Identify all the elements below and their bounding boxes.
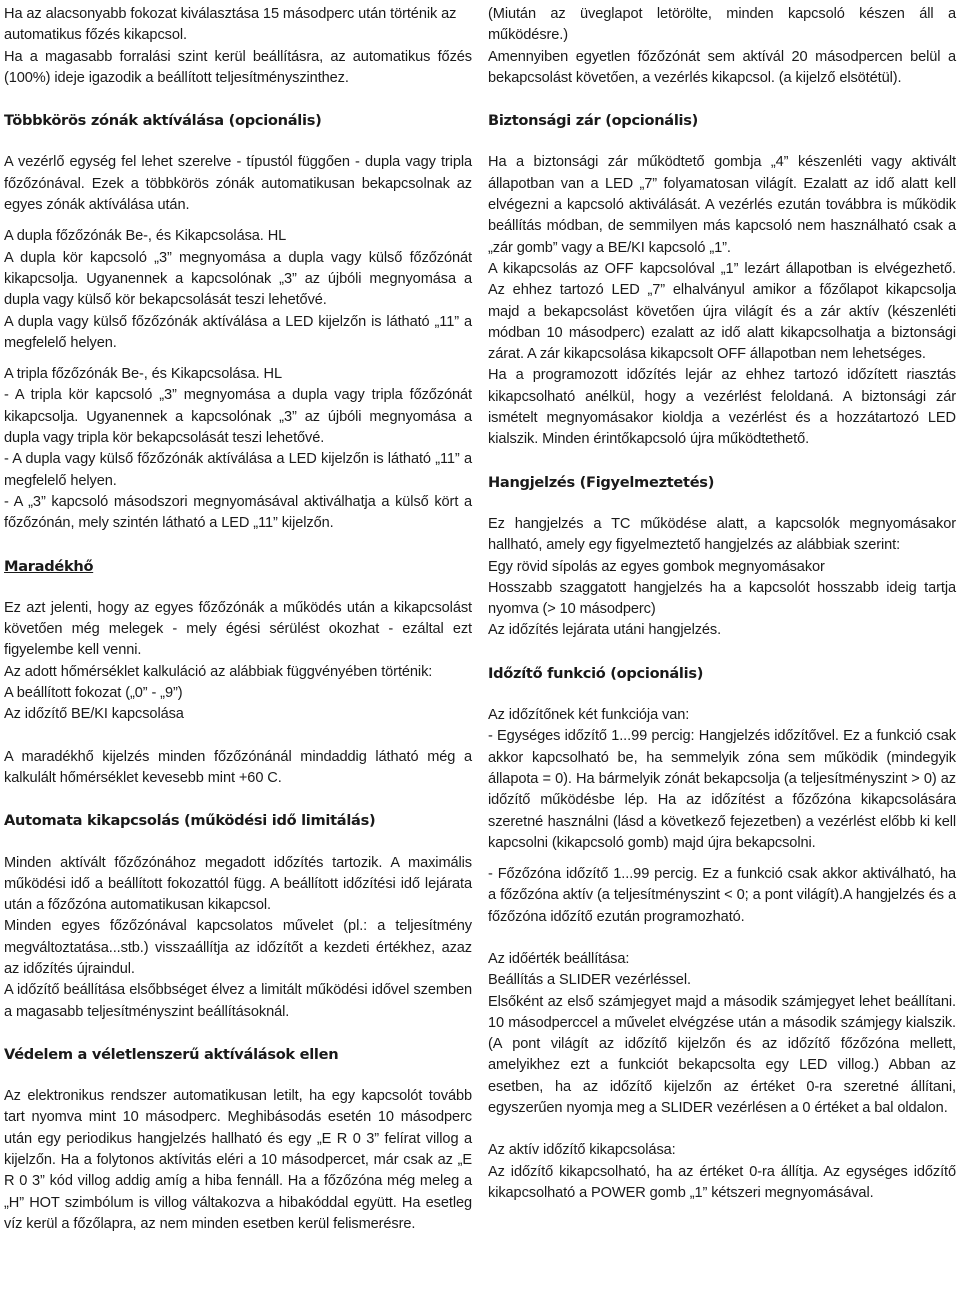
paragraph: Az időzítőnek két funkciója van: xyxy=(488,707,690,724)
left-column xyxy=(4,4,472,1235)
section-heading-multizone: Többkörös zónák aktíválása (opcionális) xyxy=(4,112,322,130)
section-heading-protection: Védelem a véletlenszerű aktíválások ellen xyxy=(4,1045,339,1063)
paragraph: A dupla kör kapcsoló „3” megnyomása a dupla vagy külső főzőzónát kikapcsolja. Ugyanennek a kapcsolónak „3” az újbóli megnyomása a dupla vagy külső kör bekapcsolását teszi lehetővé. xyxy=(4,249,472,309)
paragraph: - Főzőzóna időzítő 1...99 percig. Ez a funkció csak akkor aktiválható, ha a főzőzóna aktív (a teljesítményszint < 0; a pont világít).A hangjelzés és a főzőzóna időzítő ezután programozható. xyxy=(488,866,956,925)
section-heading-timer: Időzítő funkció (opcionális) xyxy=(488,664,704,682)
paragraph: Ez azt jelenti, hogy az egyes főzőzónák a működés után a kikapcsolást követően még melegek - mely égési sérülést okozhat - ezáltal ezt figyelembe kell venni. xyxy=(4,599,472,659)
paragraph: A időzítő beállítása elsőbbséget élvez a limitált működési idővel szemben a magasabb teljesítményszint beállításoknál. xyxy=(4,982,472,1020)
paragraph: - A „3” kapcsoló másodszori megnyomásával aktiválhatja a külső kört a főzőzónán, mely szintén látható a LED „11” kijelzőn. xyxy=(4,493,472,532)
paragraph: A beállított fokozat („0” - „9”) xyxy=(4,685,183,702)
paragraph: Az elektronikus rendszer automatikusan letilt, ha egy kapcsolót tovább tart nyomva mint 10 másodperc. Meghibásodás esetén 10 másodperc után egy periodikus hangjelzés hallható és egy „E R 0 3” felírat villog a kijelzőn. Ha a folytonos aktívitás eléri a 10 másodpercet, már csak az „E R 0 3” kód villog addig amíg a hiba fennáll. Ha a főzőzóna még meleg a „H” HOT szimbólum is villog váltakozva a hibakóddal együtt. Ha esetleg víz kerül a főzőlapra, az nem minden esetben kerül felismerésre. xyxy=(4,1088,472,1232)
paragraph-title: A tripla főzőzónák Be-, és Kikapcsolása. HL xyxy=(4,366,282,383)
section-heading-residual-heat: Maradékhő xyxy=(4,557,94,575)
section-heading-sound-signal: Hangjelzés (Figyelmeztetés) xyxy=(488,473,715,491)
paragraph: Minden egyes főzőzónával kapcsolatos művelet (pl.: a teljesítmény megváltoztatása...stb.) visszaállítja az időzítőt a kezdeti értékhez, azaz az időzítés újraindul. xyxy=(4,918,472,977)
paragraph-title: Az időérték beállítása: xyxy=(488,950,630,967)
paragraph: (Miután az üveglapot letörölte, minden kapcsoló készen áll a működésre.) xyxy=(488,6,956,44)
paragraph-title: A dupla főzőzónák Be-, és Kikapcsolása. HL xyxy=(4,228,287,245)
paragraph-title: Az aktív időzítő kikapcsolása: xyxy=(488,1142,676,1159)
paragraph: A dupla vagy külső főzőzónák aktíválása a LED kijelzőn is látható „11” a megfelelő helyen. xyxy=(4,313,472,351)
right-column xyxy=(488,4,956,1204)
paragraph: A maradékhő kijelzés minden főzőzónánál mindaddig látható még a kalkulált hőmérséklet kevesebb mint +60 C. xyxy=(4,748,472,786)
paragraph: A kikapcsolás az OFF kapcsolóval „1” lezárt állapotban is elvégezhető. Az ehhez tartozó LED „7” elhalványul amikor a főzőlapot kikapcsolja majd a bekapcsolást követően újra világít és a zár aktív (készenléti módban 10 másodperc) ezalatt az idő alatt kikapcsolhatja a biztonsági zárat. A zár kikapcsolása kikapcsolt OFF állapotban nem lehetséges. xyxy=(488,260,956,363)
paragraph: Amennyiben egyetlen főzőzónát sem aktívál 20 másodpercen belül a bekapcsolást követően, a vezérlés kikapcsol. (a kijelző elsötétül). xyxy=(488,48,956,86)
paragraph: Ez hangjelzés a TC működése alatt, a kapcsolók megnyomásakor hallható, amely egy figyelmeztető hangjelzés az alábbiak szerint: xyxy=(488,515,956,554)
paragraph: Ha a biztonsági zár működtető gombja „4” készenléti vagy aktivált állapotban van a LED „7” folyamatosan világít. Ezalatt az idő alatt kell elvégezni a kapcsoló aktiválását. A vezérlés ezután továbbra is működik beállítás módban, de semmilyen más kapcsoló nem használható csak a „zár gomb” vagy a BE/KI kapcsoló „1”. xyxy=(488,154,956,256)
paragraph: Ha a magasabb forralási szint kerül beállításra, az automatikus főzés (100%) ideje igazodik a beállított teljesítményszinthez. xyxy=(4,48,472,86)
paragraph: Az időzítő kikapcsolható, ha az értéket 0-ra állítja. Az egységes időzítő kikapcsolható a POWER gomb „1” kétszeri megnyomásával. xyxy=(488,1163,956,1201)
paragraph: Az időzítő BE/KI kapcsolása xyxy=(4,706,184,723)
paragraph: Minden aktívált főzőzónához megadott időzítés tartozik. A maximális működési idő a beállított fokozattól függ. A beállított időzítési idő lejárata után a főzőzóna automatikusan kikapcsol. xyxy=(4,854,472,914)
section-heading-auto-off: Automata kikapcsolás (működési idő limitálás) xyxy=(4,812,376,830)
paragraph: - A dupla vagy külső főzőzónák aktíválása a LED kijelzőn is látható „11” a megfelelő helyen. xyxy=(4,451,472,489)
paragraph: Ha az alacsonyabb fokozat kiválasztása 15 másodperc után történik az automatikus főzés kikapcsol. xyxy=(4,6,457,44)
paragraph: Beállítás a SLIDER vezérléssel. xyxy=(488,972,691,989)
paragraph: Egy rövid sípolás az egyes gombok megnyomásakor xyxy=(488,558,825,575)
section-heading-safety-lock: Biztonsági zár (opcionális) xyxy=(488,112,699,130)
paragraph: Ha a programozott időzítés lejár az ehhez tartozó időzített riasztás kikapcsolható anélkül, hogy a vezérlést feloldaná. A biztonsági zár ismételt megnyomásakor kioldja a vezérlést és a hozzátartozó LED kialszik. Minden érintőkapcsoló újra működtethető. xyxy=(488,367,956,448)
paragraph: - Egységes időzítő 1...99 percig: Hangjelzés időzítővel. Ez a funkció csak akkor kapcsolható be, ha semmelyik zóna sem működik (mindegyik állapota = 0). Ha bármelyik zónát bekapcsolja (a teljesítményszint > 0) az időzítő működésbe lép. Ha az időzítést a főzőzóna kikapcsolására szeretné használni (lásd a következő fejezetben) a vezérlést előbb ki kell kapcsolni (kikapcsoló gomb) majd újra bekapcsolni. xyxy=(488,728,956,851)
paragraph: Hosszabb szaggatott hangjelzés ha a kapcsolót hosszabb ideig tartja nyomva (> 10 másodperc) xyxy=(488,579,956,618)
paragraph: Az időzítés lejárata utáni hangjelzés. xyxy=(488,622,722,639)
paragraph: A vezérlő egység fel lehet szerelve - típustól függően - dupla vagy tripla főzőzónával. Ezek a többkörös zónák automatikusan bekapcsolnak az egyes zónák aktíválása után. xyxy=(4,154,472,214)
paragraph: Az adott hőmérséklet kalkuláció az alábbiak függvényében történik: xyxy=(4,663,433,680)
paragraph: Elsőként az első számjegyet majd a második számjegyet lehet beállítani. 10 másodperccel a művelet elvégzése után a második számjegy kialszik. (A pont világít az időzítő kijelzőn és az időzítő főzőzóna mellett, amelyikhez ezt a funkciót bekapcsolta egy LED villog.) Abban az esetben, ha az időzítő kijelzőn az értéket 0-ra szeretné állítani, egyszerűen nyomja meg a SLIDER vezérlésen a 0 értéket a bal oldalon. xyxy=(488,993,956,1117)
paragraph: - A tripla kör kapcsoló „3” megnyomása a dupla vagy tripla főzőzónát kikapcsolja. Ugyanennek a kapcsolónak „3” az újbóli megnyomása a dupla vagy tripla kör bekapcsolását teszi lehetővé. xyxy=(4,387,472,447)
